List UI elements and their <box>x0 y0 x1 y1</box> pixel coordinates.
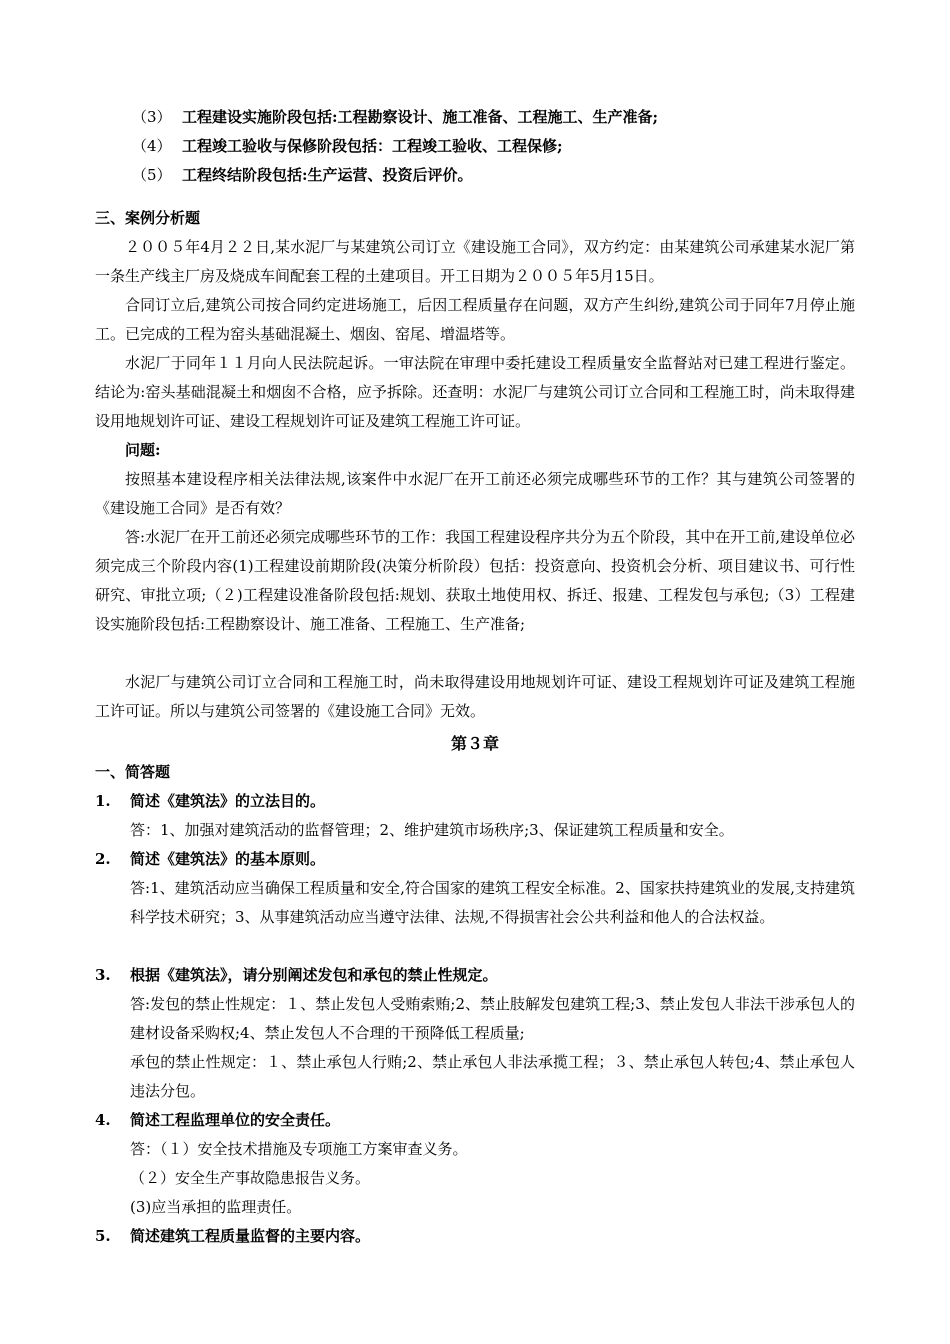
stage-item-3 <box>132 103 658 132</box>
question-2: 简述《建筑法》的基本原则。 <box>130 850 326 868</box>
question-number: 1. <box>95 792 111 810</box>
short-section-title: 一、简答题 <box>95 763 171 781</box>
answer-4-part-2: （２）安全生产事故隐患报告义务。 <box>130 1169 371 1187</box>
question-number: 3. <box>95 966 111 984</box>
case-answer-2: 水泥厂与建筑公司订立合同和工程施工时，尚未取得建设用地规划许可证、建设工程规划许可证及建筑工程施工许可证。所以与建筑公司签署的《建设施工合同》无效。 <box>95 673 855 720</box>
question-number: 2. <box>95 850 111 868</box>
case-paragraph-2: 合同订立后,建筑公司按合同约定进场施工，后因工程质量存在问题，双方产生纠纷,建筑公司于同年7月停止施工。已完成的工程为窑头基础混凝土、烟囱、窑尾、增温塔等。 <box>95 296 855 343</box>
answer-4-part-3: (3)应当承担的监理责任。 <box>130 1198 302 1216</box>
answer-3-part-1: 答:发包的禁止性规定：１、禁止发包人受贿索贿;2、禁止肢解发包建筑工程;3、禁止发包人非法干涉承包人的建材设备采购权;4、禁止发包人不合理的干预降低工程质量; <box>130 995 855 1042</box>
stage-item-5 <box>132 161 473 190</box>
stage-number: （3） <box>132 108 172 126</box>
question-5: 简述建筑工程质量监督的主要内容。 <box>130 1227 371 1245</box>
stage-number: （5） <box>132 166 172 184</box>
case-paragraph-3: 水泥厂于同年１１月向人民法院起诉。一审法院在审理中委托建设工程质量安全监督站对已建工程进行鉴定。结论为:窑头基础混凝土和烟囱不合格，应予拆除。还查明：水泥厂与建筑公司订立合同和工程施工时，尚未取得建设用地规划许可证、建设工程规划许可证及建筑工程施工许可证。 <box>95 354 855 430</box>
stage-text: 工程终结阶段包括:生产运营、投资后评价。 <box>182 166 473 184</box>
case-question: 按照基本建设程序相关法律法规,该案件中水泥厂在开工前还必须完成哪些环节的工作？其与建筑公司签署的《建设施工合同》是否有效？ <box>95 470 855 517</box>
question-label: 问题: <box>125 441 161 459</box>
answer-4-part-1: 答：（１）安全技术措施及专项施工方案审查义务。 <box>130 1140 468 1158</box>
question-1: 简述《建筑法》的立法目的。 <box>130 792 326 810</box>
answer-2: 答:1、建筑活动应当确保工程质量和安全,符合国家的建筑工程安全标准。2、国家扶持建筑业的发展,支持建筑科学技术研究；3、从事建筑活动应当遵守法律、法规,不得损害社会公共利益和他人的合法权益。 <box>130 879 855 926</box>
stage-number: （4） <box>132 137 172 155</box>
answer-3-part-2: 承包的禁止性规定：１、禁止承包人行贿;2、禁止承包人非法承揽工程；３、禁止承包人转包;4、禁止承包人违法分包。 <box>130 1053 855 1100</box>
question-number: 4. <box>95 1111 111 1129</box>
stage-item-4 <box>132 132 563 161</box>
answer-1: 答：1、加强对建筑活动的监督管理；2、维护建筑市场秩序;3、保证建筑工程质量和安全。 <box>130 821 734 839</box>
chapter-title: 第３章 <box>450 734 499 753</box>
question-number: 5. <box>95 1227 111 1245</box>
stage-text: 工程竣工验收与保修阶段包括：工程竣工验收、工程保修; <box>182 137 563 155</box>
question-3: 根据《建筑法》，请分别阐述发包和承包的禁止性规定。 <box>130 966 498 984</box>
case-answer-1: 答:水泥厂在开工前还必须完成哪些环节的工作：我国工程建设程序共分为五个阶段，其中在开工前,建设单位必须完成三个阶段内容(1)工程建设前期阶段(决策分析阶段）包括：投资意向、投资机会分析、项目建议书、可行性研究、审批立项;（２)工程建设准备阶段包括:规划、获取土地使用权、拆迁、报建、工程发包与承包;（3）工程建设实施阶段包括:工程勘察设计、施工准备、工程施工、生产准备; <box>95 528 855 633</box>
question-4: 简述工程监理单位的安全责任。 <box>130 1111 341 1129</box>
stage-text: 工程建设实施阶段包括:工程勘察设计、施工准备、工程施工、生产准备; <box>182 108 659 126</box>
case-paragraph-1: ２００５年4月２２日,某水泥厂与某建筑公司订立《建设施工合同》，双方约定：由某建筑公司承建某水泥厂第一条生产线主厂房及烧成车间配套工程的土建项目。开工日期为２００５年5月15日。 <box>95 238 855 285</box>
case-section-title: 三、案例分析题 <box>95 209 201 227</box>
